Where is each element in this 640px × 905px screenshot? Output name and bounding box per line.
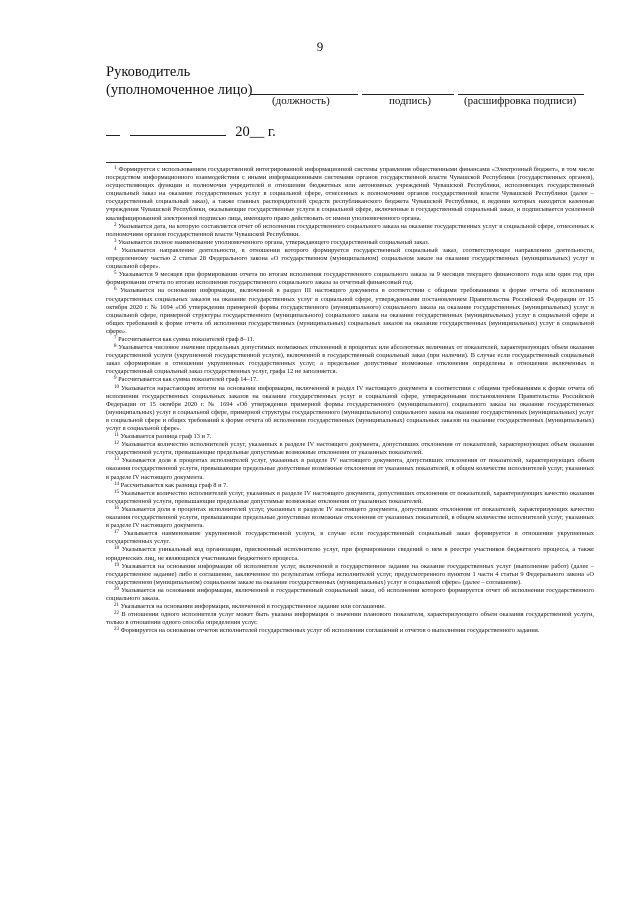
footnote [106, 587, 594, 603]
page-number: 9 [316, 39, 324, 54]
footnote [106, 344, 594, 376]
footnote [106, 385, 594, 434]
footnote [106, 506, 594, 530]
footnote-text: Указывается на основании информации, включенной в государственный социальный заказ, об исполнении которого формируется отчет об исполнении государственного социального заказа. [106, 586, 594, 602]
footnote-number: 15 [114, 489, 119, 495]
footnote-separator [106, 162, 192, 163]
footnote-number: 10 [114, 384, 119, 390]
footnote [106, 563, 594, 587]
footnote-number: 4 [114, 246, 117, 252]
signatory-title: Руководитель [106, 64, 191, 80]
footnote [106, 166, 594, 223]
footnote-number: 23 [114, 627, 119, 633]
footnote [106, 457, 594, 481]
footnote-number: 7 [114, 335, 117, 341]
footnote-number: 20 [114, 586, 119, 592]
footnote-number: 21 [114, 603, 119, 609]
signatory-subtitle: (уполномоченное лицо) [106, 82, 253, 98]
footnote-text: Указывается нарастающим итогом на основании информации, включенной в раздел IV настоящего документа в соответствии с общими требованиями к форме отчета об исполнении государственных социальных заказов на оказание государственных услуг в социальной сфере, утвержденными постановлением Правительства Российской Федерации от 15 октября 2020 г. № 1694 «Об утверждении примерной формы государственного (муниципального) социального заказа на оказание государственных (муниципальных) услуг в социальной сфере, примерной структуры государственного (муниципального) социального заказа на оказание государственных (муниципальных) услуг в социальной сфере и общих требований к форме отчета об исполнении государственных (муниципальных) социальных заказов на оказание государственных (муниципальных) услуг в социальной сфере». [106, 384, 594, 432]
footnote [106, 482, 594, 490]
footnote [106, 627, 594, 635]
footnotes [106, 166, 594, 635]
caption-decoding: (расшифровка подписи) [464, 95, 577, 107]
footnote-text: Указывается полное наименование уполномоченного органа, утверждающего государственный социальный заказ. [118, 238, 430, 246]
footnote-number: 22 [114, 611, 119, 617]
footnote-text: Указывается на основании информации об исполнителе услуг, включенной в государственное задание на оказание государственных услуг (выполнение работ) (далее – государственное задание) либо в соглашение, заключенное по результатам отбора исполнителей услуг, предусмотренного пунктом 1 части 4 статьи 9 Федерального закона «О государственном (муниципальном) социальном заказе на оказание государственных (муниципальных) услуг в социальной сфере» (далее – соглашение). [106, 562, 594, 586]
footnote-text: Указывается количество исполнителей услуг, указанных в разделе IV настоящего документа, допустивших отклонения от показателей, характеризующих качество оказания государственной услуги, превышающие предельные допустимые возможные отклонения от указанных показателей. [106, 489, 594, 505]
footnote-text: Указывается доля в процентах исполнителей услуг, указанных в разделе IV настоящего документа, допустивших отклонения от показателей, характеризующих качество оказания государственной услуги, превышающие предельные допустимые возможные отклонения от указанных показателей, в общем количестве исполнителей услуг, указанных в разделе IV настоящего документа. [106, 505, 594, 530]
footnote [106, 433, 594, 441]
footnote-number: 6 [114, 287, 117, 293]
footnote-text: Указывается дата, на которую составляется отчет об исполнении государственного социального заказа на оказание государственных услуг в социальной сфере, отнесенных к полномочиям органов государственной власти Чувашской Республики. [106, 222, 594, 238]
footnote [106, 603, 594, 611]
footnote [106, 530, 594, 546]
footnote-number: 2 [114, 222, 117, 228]
footnote [106, 287, 594, 336]
footnote-number: 19 [114, 562, 119, 568]
footnote-number: 5 [114, 271, 117, 277]
footnote-number: 18 [114, 546, 119, 552]
footnote-text: Указывается количество исполнителей услуг, указанных в разделе IV настоящего документа, допустивших отклонения от показателей, характеризующих объем оказания государственной услуги, превышающие предельные допустимые возможные отклонения от указанных показателей. [106, 441, 594, 457]
footnote-text: Рассчитывается как сумма показателей граф 8–11. [118, 335, 255, 343]
caption-position: (должность) [272, 95, 330, 107]
footnote-number: 12 [114, 441, 119, 447]
footnote-number: 3 [114, 238, 117, 244]
date-month-blank [130, 122, 226, 136]
footnote-number: 9 [114, 376, 117, 382]
footnote-text: Указывается разница граф 13 и 7. [120, 433, 212, 441]
footnote-text: Рассчитывается как разница граф 8 и 7. [120, 481, 228, 489]
date-line [106, 122, 276, 141]
footnote [106, 441, 594, 457]
footnote [106, 271, 594, 287]
date-day-blank [106, 122, 120, 136]
footnote-number: 13 [114, 457, 119, 463]
footnote-text: Указывается наименование укрупненной государственной услуги, в случае если государственный социальный заказ формируется в отношении укрупненных государственных услуг. [106, 530, 594, 546]
footnote-text: Указывается числовое значение предельных допустимых возможных отклонений в процентах или абсолютных величинах от показателей, характеризующих объем оказания государственной услуги (укрупненной государственной услуги), включенной в государственный социальный заказ (при наличии). В случае если государственный социальный заказ сформирован в отношении укрупненных государственных услуг, а предельные допустимые возможные отклонения определены в отношении включенных в государственный социальный заказ государственных услуг, графа 12 не заполняется. [106, 344, 594, 376]
footnote [106, 490, 594, 506]
footnote-text: Формируется на основании отчетов исполнителей государственных услуг об исполнении соглашений и отчетов о выполнении государственного задания. [120, 627, 540, 635]
footnote-number: 17 [114, 530, 119, 536]
footnote-text: Указывается направление деятельности, в отношении которого формируется государственный социальный заказ, соответствующее направлению деятельности, определенному частью 2 статьи 28 Федерального закона «О государственном (муниципальном) социальном заказе на оказание государственных (муниципальных) услуг в социальной сфере». [106, 246, 594, 271]
footnote [106, 223, 594, 239]
footnote-number: 14 [114, 481, 119, 487]
footnote-text: Формируется с использованием государственной интегрированной информационной системы управления общественными финансами «Электронный бюджет», в том числе посредством информационного взаимодействия с иными информационными системами органов государственной власти Чувашской Республики (государственных органов), осуществляющих функции и полномочия учредителей в отношении бюджетных или автономных учреждений Чувашской Республики, исполняющих государственный социальный заказ на оказание государственных услуг в социальной сфере, отнесенных к полномочиям органов государственной власти Чувашской Республики (далее – государственный социальный заказ), а также главных распорядителей средств республиканского бюджета Чувашской Республики, в ведении которых находятся казенные учреждения Чувашской Республики, оказывающие государственные услуги в социальной сфере, включенные в государственный социальный заказ, и подписывается усиленной квалифицированной электронной подписью лица, имеющего право действовать от имени уполномоченного органа. [106, 166, 594, 222]
footnote-number: 8 [114, 344, 117, 350]
footnote-text: Указывается на основании информации, включенной в раздел III настоящего документа в соответствии с общими требованиями к форме отчета об исполнении государственных социальных заказов на оказание государственных услуг в социальной сфере, утвержденными постановлением Правительства Российской Федерации от 15 октября 2020 г. № 1694 «Об утверждении примерной формы государственного (муниципального) социального заказа на оказание государственных (муниципальных) услуг в социальной сфере, примерной структуры государственного (муниципального) социального заказа на оказание государственных (муниципальных) услуг в социальной сфере и общих требований к форме отчета об исполнении государственных (муниципальных) социальных заказов на оказание государственных (муниципальных) услуг в социальной сфере». [106, 287, 594, 335]
footnote-text: Указывается 9 месяцев при формировании отчета по итогам исполнения государственного социального заказа за 9 месяцев текущего финансового года или один год при формировании отчета по итогам исполнения государственного социального заказа за отчетный финансовый год. [106, 271, 594, 287]
date-year: 20__ г. [235, 124, 276, 140]
footnote-text: В отношении одного исполнителя услуг может быть указана информация о значении планового показателя, характеризующего объем оказания государственной услуги, только в отношении одного способа определения услуг. [106, 611, 594, 627]
footnote-number: 16 [114, 505, 119, 511]
footnote [106, 611, 594, 627]
footnote-text: Рассчитывается как сумма показателей граф 14–17. [118, 376, 258, 384]
footnote-text: Указывается уникальный код организации, присвоенный исполнителю услуг, при формировании сведений о нем в реестре участников бюджетного процесса, а также юридических лиц, не являющихся участниками бюджетного процесса. [106, 546, 594, 562]
caption-signature: подпись) [389, 95, 432, 107]
footnote [106, 239, 594, 247]
footnote [106, 247, 594, 271]
footnote [106, 376, 594, 384]
footnote-text: Указывается доля в процентах исполнителей услуг, указанных в разделе IV настоящего документа, допустивших отклонения от показателей, характеризующих объем оказания государственной услуги, превышающие предельные допустимые возможные отклонения от указанных показателей, в общем количестве исполнителей услуг, указанных в разделе IV настоящего документа. [106, 457, 594, 481]
footnote-text: Указывается на основании информации, включенной в государственное задание или соглашение. [120, 603, 386, 611]
footnote-number: 11 [114, 433, 119, 439]
footnote [106, 336, 594, 344]
footnote-number: 1 [114, 166, 117, 171]
footnote [106, 546, 594, 562]
